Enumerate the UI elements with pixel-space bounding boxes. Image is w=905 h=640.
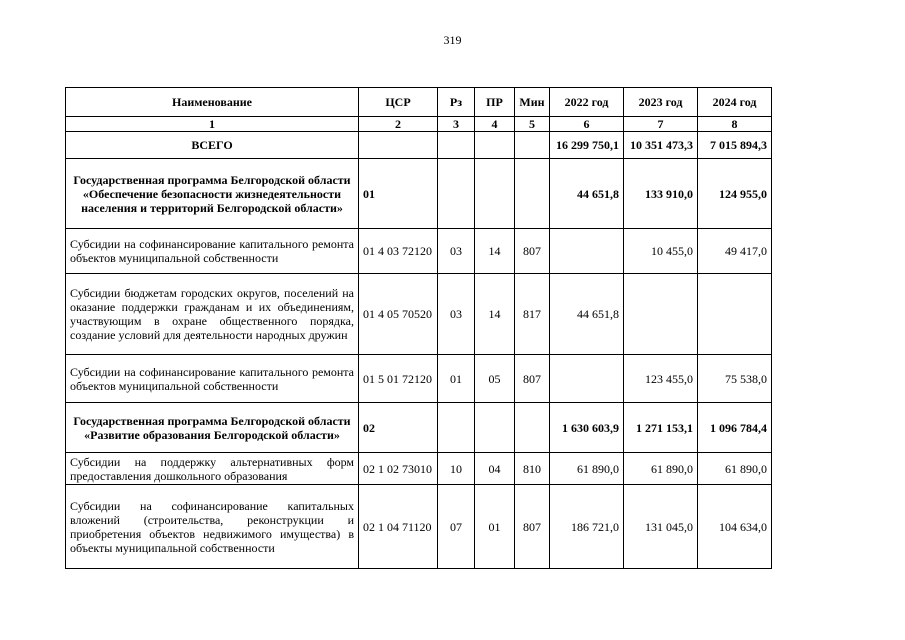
header-2023: 2023 год bbox=[624, 88, 698, 117]
row-min: 810 bbox=[515, 453, 550, 485]
row-name: Субсидии на софинансирование капитального ремонта объектов муниципальной собственности bbox=[66, 355, 359, 403]
row-2023: 61 890,0 bbox=[624, 453, 698, 485]
row-pr bbox=[475, 403, 515, 453]
row-csr: 02 1 02 73010 bbox=[359, 453, 438, 485]
row-rz bbox=[438, 159, 475, 229]
row-2023: 131 045,0 bbox=[624, 485, 698, 569]
row-name: Государственная программа Белгородской области «Обеспечение безопасности жизнедеятельности населения и территорий Белгородской области» bbox=[66, 159, 359, 229]
row-pr: 14 bbox=[475, 229, 515, 274]
row-2022: 44 651,8 bbox=[550, 159, 624, 229]
row-csr: 01 4 05 70520 bbox=[359, 274, 438, 355]
table-row bbox=[66, 453, 772, 485]
row-2022: 186 721,0 bbox=[550, 485, 624, 569]
col-number: 3 bbox=[438, 117, 475, 132]
total-2024: 7 015 894,3 bbox=[698, 132, 772, 159]
column-number-row bbox=[66, 117, 772, 132]
row-name: Субсидии на софинансирование капитальных вложений (строительства, реконструкции и приобретения объектов недвижимого имущества) в объекты муниципальной собственности bbox=[66, 485, 359, 569]
total-2023: 10 351 473,3 bbox=[624, 132, 698, 159]
row-2023: 1 271 153,1 bbox=[624, 403, 698, 453]
row-pr bbox=[475, 159, 515, 229]
row-name: Государственная программа Белгородской области «Развитие образования Белгородской области» bbox=[66, 403, 359, 453]
col-number: 8 bbox=[698, 117, 772, 132]
row-2024: 61 890,0 bbox=[698, 453, 772, 485]
col-number: 4 bbox=[475, 117, 515, 132]
row-2023: 10 455,0 bbox=[624, 229, 698, 274]
col-number: 6 bbox=[550, 117, 624, 132]
table-row bbox=[66, 403, 772, 453]
header-2024: 2024 год bbox=[698, 88, 772, 117]
row-2022: 44 651,8 bbox=[550, 274, 624, 355]
table-cell bbox=[475, 132, 515, 159]
header-row bbox=[66, 88, 772, 117]
budget-table bbox=[65, 87, 772, 569]
row-2024: 124 955,0 bbox=[698, 159, 772, 229]
row-csr: 01 4 03 72120 bbox=[359, 229, 438, 274]
table-row bbox=[66, 274, 772, 355]
row-pr: 14 bbox=[475, 274, 515, 355]
row-rz: 01 bbox=[438, 355, 475, 403]
row-rz bbox=[438, 403, 475, 453]
row-2023: 133 910,0 bbox=[624, 159, 698, 229]
row-2024 bbox=[698, 274, 772, 355]
col-number: 1 bbox=[66, 117, 359, 132]
header-csr: ЦСР bbox=[359, 88, 438, 117]
row-2024: 1 096 784,4 bbox=[698, 403, 772, 453]
table-row bbox=[66, 159, 772, 229]
total-row bbox=[66, 132, 772, 159]
row-min bbox=[515, 403, 550, 453]
row-min: 807 bbox=[515, 485, 550, 569]
header-rz: Рз bbox=[438, 88, 475, 117]
row-csr: 01 5 01 72120 bbox=[359, 355, 438, 403]
row-2023 bbox=[624, 274, 698, 355]
row-pr: 05 bbox=[475, 355, 515, 403]
header-pr: ПР bbox=[475, 88, 515, 117]
row-csr: 02 bbox=[359, 403, 438, 453]
table-cell bbox=[438, 132, 475, 159]
table-row bbox=[66, 229, 772, 274]
row-pr: 04 bbox=[475, 453, 515, 485]
table-row bbox=[66, 355, 772, 403]
row-name: Субсидии на поддержку альтернативных форм предоставления дошкольного образования bbox=[66, 453, 359, 485]
row-min: 807 bbox=[515, 355, 550, 403]
row-min: 817 bbox=[515, 274, 550, 355]
row-csr: 01 bbox=[359, 159, 438, 229]
row-rz: 10 bbox=[438, 453, 475, 485]
row-2022: 1 630 603,9 bbox=[550, 403, 624, 453]
row-rz: 03 bbox=[438, 274, 475, 355]
header-min: Мин bbox=[515, 88, 550, 117]
row-min: 807 bbox=[515, 229, 550, 274]
row-2022 bbox=[550, 229, 624, 274]
table-row bbox=[66, 485, 772, 569]
row-rz: 07 bbox=[438, 485, 475, 569]
col-number: 7 bbox=[624, 117, 698, 132]
row-2022 bbox=[550, 355, 624, 403]
row-min bbox=[515, 159, 550, 229]
table-cell bbox=[359, 132, 438, 159]
total-2022: 16 299 750,1 bbox=[550, 132, 624, 159]
row-2024: 104 634,0 bbox=[698, 485, 772, 569]
table-cell bbox=[515, 132, 550, 159]
row-csr: 02 1 04 71120 bbox=[359, 485, 438, 569]
total-label: ВСЕГО bbox=[66, 132, 359, 159]
col-number: 5 bbox=[515, 117, 550, 132]
row-name: Субсидии на софинансирование капитального ремонта объектов муниципальной собственности bbox=[66, 229, 359, 274]
header-name: Наименование bbox=[66, 88, 359, 117]
row-pr: 01 bbox=[475, 485, 515, 569]
row-name: Субсидии бюджетам городских округов, поселений на оказание поддержки гражданам и их объединениям, участвующим в охране общественного порядка, создание условий для деятельности народных дружин bbox=[66, 274, 359, 355]
row-2022: 61 890,0 bbox=[550, 453, 624, 485]
row-2023: 123 455,0 bbox=[624, 355, 698, 403]
row-2024: 49 417,0 bbox=[698, 229, 772, 274]
header-2022: 2022 год bbox=[550, 88, 624, 117]
col-number: 2 bbox=[359, 117, 438, 132]
page-number: 319 bbox=[443, 33, 462, 47]
row-rz: 03 bbox=[438, 229, 475, 274]
row-2024: 75 538,0 bbox=[698, 355, 772, 403]
